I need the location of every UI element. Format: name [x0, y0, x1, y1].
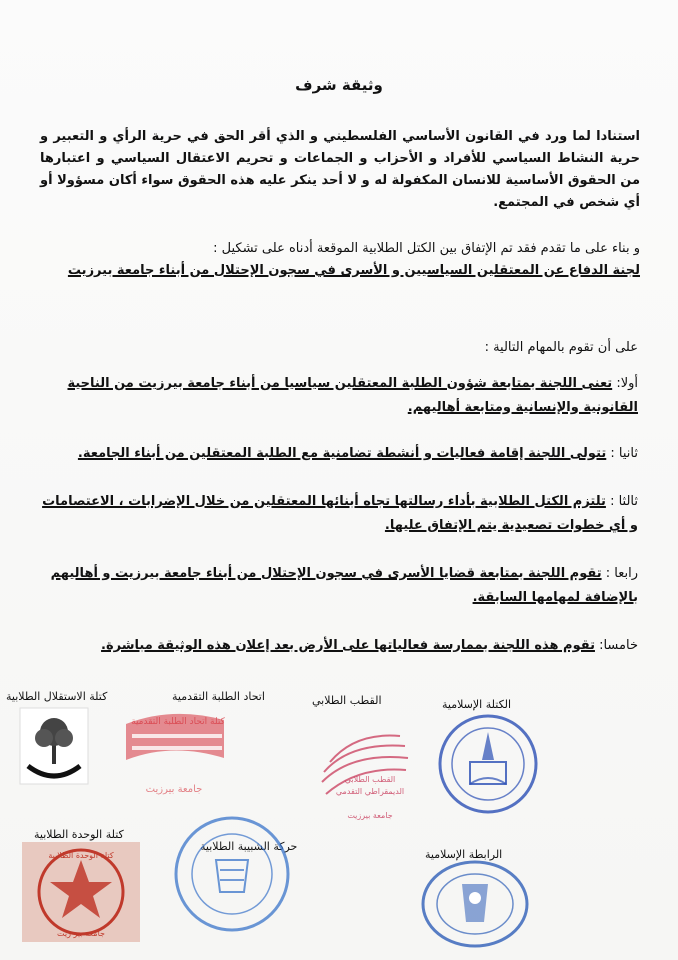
stamp-text: جامعة بيرزيت: [145, 784, 203, 795]
agreement-prefix: و بناء على ما تقدم فقد تم الإتفاق بين الكتل الطلابية الموقعة أدناه على تشكيل :: [213, 241, 640, 256]
task-text: تعنى اللجنة بمتابعة شؤون الطلبة المعتقلين سياسيا من أبناء جامعة بيرزيت من الناحية القانونية والإنسانية ومتابعة أهاليهم.: [67, 376, 638, 415]
stamp-text: جامعة بيرزيت: [347, 811, 393, 820]
agreement-committee: لجنة الدفاع عن المعتقلين السياسيين و الأسرى في سجون الإحتلال من أبناء جامعة بيرزيت: [67, 263, 640, 278]
signatory-label: كتلة الوحدة الطلابية: [34, 828, 124, 841]
signatory-label: حركة الشبيبة الطلابية: [200, 840, 298, 853]
independence-bloc-stamp: [14, 704, 94, 788]
intro-paragraph: استنادا لما ورد في القانون الأساسي الفلسطيني و الذي أقر الحق في حرية الرأي و التعبير و حرية النشاط السياسي للأفراد و الأحزاب و الجماعات و تحريم الاعتقال السياسي و اعتبارها من الحقوق الأساسية للانسان المكفولة له و لا أحد ينكر عليه هذه الحقوق سواء أكان مسؤولا أو أي شخص في المجتمع.: [40, 129, 640, 210]
stamp-text: القطب الطلابي: [344, 775, 396, 784]
task-3: [38, 490, 638, 538]
shabiba-movement-stamp: [170, 812, 294, 936]
task-1: [38, 372, 638, 420]
task-text: تقوم هذه اللجنة بممارسة فعالياتها على الأرض بعد إعلان هذه الوثيقة مباشرة.: [101, 638, 595, 653]
signatory-label: الرابطة الإسلامية: [425, 848, 503, 861]
task-label: رابعا :: [605, 566, 638, 581]
task-label: ثانيا :: [610, 446, 638, 461]
tasks-intro: على أن تقوم بالمهام التالية :: [484, 340, 638, 355]
islamic-association-stamp: [418, 858, 532, 950]
unity-bloc-stamp: [22, 842, 140, 942]
signatory-label: القطب الطلابي: [312, 694, 382, 707]
task-2: [38, 442, 638, 466]
task-label: أولا:: [616, 376, 638, 391]
stamp-text: جامعة بير زيت: [57, 929, 105, 938]
islamic-bloc-stamp: [436, 712, 540, 816]
task-text: تلتزم الكتل الطلابية بأداء رسالتها تجاه أبنائها المعتقلين من خلال الإضرابات ، الاعتصامات و أي خطوات تصعيدية يتم الإتفاق عليها.: [42, 494, 638, 533]
task-label: ثالثا :: [610, 494, 638, 509]
stamp-text: الديمقراطي التقدمي: [335, 787, 405, 796]
stamp-text: كتلة الوحدة الطلابية: [48, 851, 114, 860]
stamp-text: كتلة اتحاد الطلبة التقدمية: [131, 717, 225, 727]
signatory-label: كتلة الاستقلال الطلابية: [6, 690, 108, 703]
document-title: وثيقة شرف: [295, 76, 383, 94]
task-text: تقوم اللجنة بمتابعة قضايا الأسرى في سجون الإحتلال من أبناء جامعة بيرزيت و أهاليهم بالإضافة لمهامها السابقة.: [50, 566, 638, 605]
signatory-label: اتحاد الطلبة التقدمية: [172, 690, 265, 703]
progressive-bloc-stamp: [112, 700, 242, 800]
task-label: خامسا:: [599, 638, 638, 653]
task-4: [38, 562, 638, 610]
student-pole-stamp: [310, 722, 420, 832]
signatory-label: الكتلة الإسلامية: [442, 698, 512, 711]
task-text: تتولى اللجنة إقامة فعاليات و أنشطة تضامنية مع الطلبة المعتقلين من أبناء الجامعة.: [77, 446, 607, 461]
task-5: [38, 634, 638, 658]
